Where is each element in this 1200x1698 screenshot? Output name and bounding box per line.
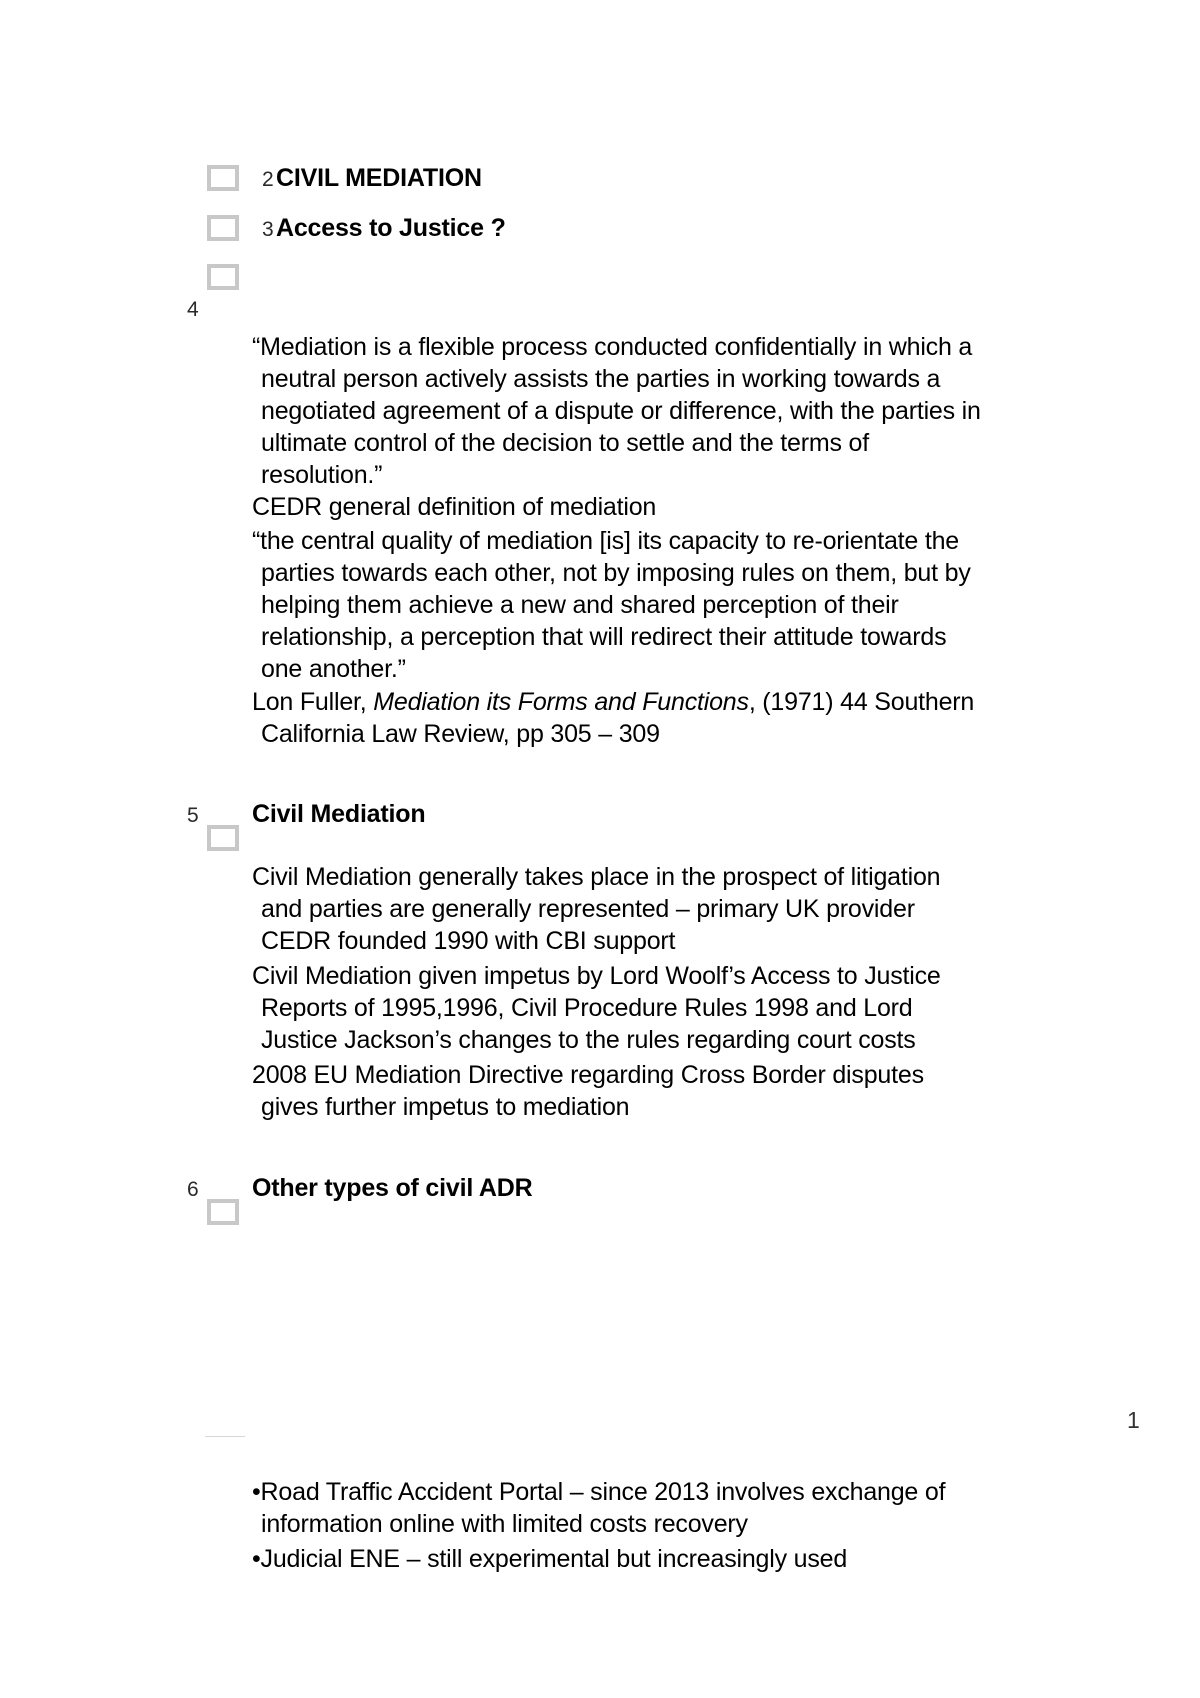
text-line: and parties are generally represented – primary UK provider [261, 895, 915, 923]
slide-5-title: Civil Mediation [252, 800, 426, 828]
slide-6-bullet-2 [252, 1543, 1052, 1575]
slide-3-thumbnail [207, 215, 239, 241]
slide-4-number: 4 [187, 298, 199, 321]
text-line: gives further impetus to mediation [261, 1093, 630, 1121]
text-line: relationship, a perception that will redirect their attitude towards [261, 623, 947, 651]
page-number: 1 [1127, 1407, 1140, 1433]
citation-details: , (1971) 44 Southern [748, 688, 975, 716]
text-line: CEDR founded 1990 with CBI support [261, 927, 676, 955]
text-line: information online with limited costs recovery [261, 1510, 748, 1538]
slide-5-number: 5 [187, 804, 199, 827]
text-line: neutral person actively assists the parties in working towards a [261, 365, 941, 393]
slide-2-number: 2 [262, 168, 274, 191]
text-line: CEDR general definition of mediation [252, 493, 657, 521]
text-line [252, 686, 1052, 718]
slide-4-quote-fuller [252, 525, 1052, 685]
slide-5-thumbnail [207, 825, 239, 851]
slide-4-thumbnail [207, 264, 239, 290]
slide-2-thumbnail [207, 165, 239, 191]
text-line: 2008 EU Mediation Directive regarding Cross Border disputes [252, 1061, 924, 1089]
citation-title: Mediation its Forms and Functions [373, 688, 749, 716]
slide-3-number: 3 [262, 218, 274, 241]
text-line: California Law Review, pp 305 – 309 [261, 720, 660, 748]
divider [205, 1436, 245, 1437]
citation-author: Lon Fuller, [252, 688, 374, 716]
slide-5-paragraph-3 [252, 1059, 1052, 1123]
text-line: one another.” [261, 655, 406, 683]
text-line: negotiated agreement of a dispute or difference, with the parties in [261, 397, 981, 425]
text-line: ultimate control of the decision to settle and the terms of [261, 429, 869, 457]
slide-2-title: CIVIL MEDIATION [276, 164, 482, 192]
slide-4-source-cedr [252, 491, 1052, 523]
text-line: “the central quality of mediation [is] its capacity to re-orientate the [252, 527, 959, 555]
slide-5-paragraph-2 [252, 960, 1052, 1056]
text-line: Justice Jackson’s changes to the rules regarding court costs [261, 1026, 916, 1054]
slide-6-thumbnail [207, 1199, 239, 1225]
text-line: •Road Traffic Accident Portal – since 2013 involves exchange of [252, 1478, 946, 1506]
text-line: resolution.” [261, 461, 383, 489]
text-line: •Judicial ENE – still experimental but increasingly used [252, 1545, 848, 1573]
slide-4-source-fuller [252, 686, 1052, 750]
text-line: helping them achieve a new and shared perception of their [261, 591, 899, 619]
text-line: Reports of 1995,1996, Civil Procedure Rules 1998 and Lord [261, 994, 913, 1022]
slide-6-number: 6 [187, 1178, 199, 1201]
slide-6-bullet-1 [252, 1476, 1052, 1540]
slide-4-quote-mediation-definition [252, 331, 1052, 491]
slide-3-title: Access to Justice ? [276, 214, 506, 242]
slide-5-paragraph-1 [252, 861, 1052, 957]
text-line: Civil Mediation given impetus by Lord Woolf’s Access to Justice [252, 962, 941, 990]
text-line: “Mediation is a flexible process conducted confidentially in which a [252, 333, 973, 361]
text-line: parties towards each other, not by imposing rules on them, but by [261, 559, 971, 587]
slide-6-title: Other types of civil ADR [252, 1174, 533, 1202]
text-line: Civil Mediation generally takes place in the prospect of litigation [252, 863, 941, 891]
